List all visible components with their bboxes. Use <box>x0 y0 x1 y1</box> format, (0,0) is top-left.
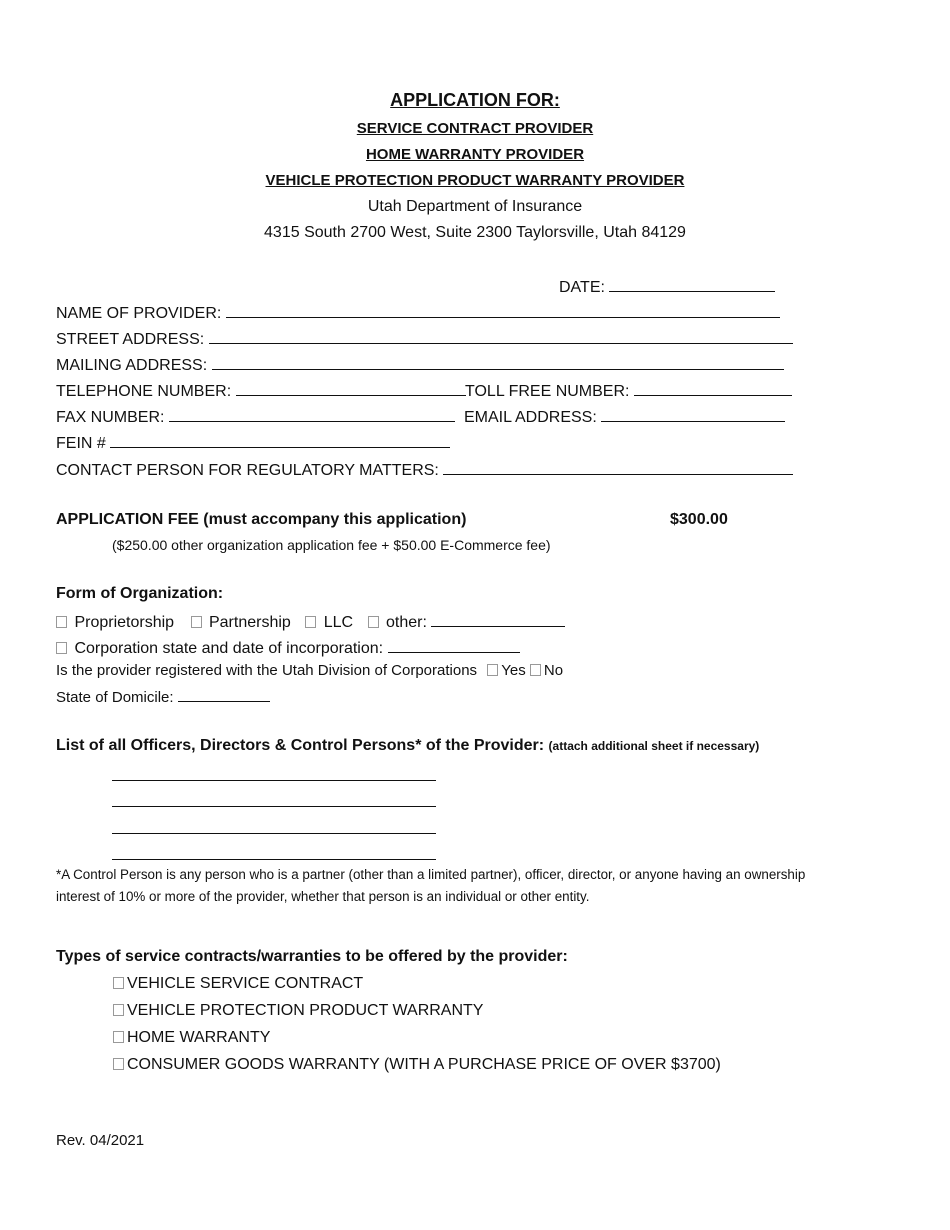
street-address-field[interactable] <box>209 328 793 344</box>
telephone-row <box>56 380 466 401</box>
officer-line-2[interactable] <box>112 791 436 807</box>
registration-row <box>56 662 563 679</box>
llc-checkbox[interactable] <box>305 616 316 628</box>
type-vehicle-protection-warranty <box>113 1002 483 1020</box>
department-address: 4315 South 2700 West, Suite 2300 Taylorsville, Utah 84129 <box>264 224 686 241</box>
mailing-address-label: MAILING ADDRESS: <box>56 357 208 374</box>
form-title: APPLICATION FOR: <box>390 90 560 110</box>
partnership-label: Partnership <box>208 614 291 631</box>
fein-field[interactable] <box>110 432 450 448</box>
corporation-label: Corporation state and date of incorporation: <box>74 640 384 657</box>
name-of-provider-row <box>56 302 780 323</box>
contact-person-label: CONTACT PERSON FOR REGULATORY MATTERS: <box>56 462 439 479</box>
registered-no-label: No <box>543 662 564 679</box>
incorporation-field[interactable] <box>388 637 520 653</box>
type-consumer-goods-warranty <box>113 1056 721 1074</box>
telephone-label: TELEPHONE NUMBER: <box>56 383 232 400</box>
consumer-goods-warranty-checkbox[interactable] <box>113 1058 124 1070</box>
date-row <box>559 276 775 297</box>
fein-row <box>56 432 450 453</box>
header-line-service-contract: SERVICE CONTRACT PROVIDER <box>356 120 594 137</box>
officer-line-4[interactable] <box>112 844 436 860</box>
name-of-provider-label: NAME OF PROVIDER: <box>56 305 222 322</box>
control-person-footnote-line-2: interest of 10% or more of the provider, whether that person is an individual or other entity. <box>56 889 590 904</box>
other-label: other: <box>385 614 427 631</box>
corporation-row <box>56 637 520 658</box>
fax-row <box>56 406 455 427</box>
corporation-checkbox[interactable] <box>56 642 67 654</box>
llc-label: LLC <box>323 614 354 631</box>
form-of-organization-heading: Form of Organization: <box>56 585 224 602</box>
type-label: HOME WARRANTY <box>127 1029 271 1046</box>
officers-heading-note: (attach additional sheet if necessary) <box>548 739 760 753</box>
registered-yes-label: Yes <box>501 662 526 679</box>
type-label: VEHICLE PROTECTION PRODUCT WARRANTY <box>127 1002 484 1019</box>
officer-line-1[interactable] <box>112 765 436 781</box>
fax-label: FAX NUMBER: <box>56 409 165 426</box>
application-fee-label: APPLICATION FEE (must accompany this application) <box>56 511 467 528</box>
other-checkbox[interactable] <box>368 616 379 628</box>
type-label: VEHICLE SERVICE CONTRACT <box>127 975 364 992</box>
fax-field[interactable] <box>169 406 455 422</box>
toll-free-field[interactable] <box>634 380 792 396</box>
street-address-row <box>56 328 793 349</box>
officers-heading: List of all Officers, Directors & Control Persons* of the Provider: <box>56 737 545 754</box>
control-person-footnote-line-1: *A Control Person is any person who is a partner (other than a limited partner), officer, director, or anyone having an ownership <box>56 867 806 882</box>
registered-no-checkbox[interactable] <box>530 664 541 676</box>
application-fee-amount: $300.00 <box>670 511 728 528</box>
date-label: DATE: <box>559 279 605 296</box>
application-fee-note: ($250.00 other organization application fee + $50.00 E-Commerce fee) <box>112 537 551 553</box>
registered-yes-checkbox[interactable] <box>487 664 498 676</box>
state-of-domicile-label: State of Domicile: <box>56 689 174 706</box>
header-line-vehicle-protection: VEHICLE PROTECTION PRODUCT WARRANTY PROVIDER <box>265 172 685 189</box>
toll-free-label: TOLL FREE NUMBER: <box>465 383 630 400</box>
vehicle-protection-warranty-checkbox[interactable] <box>113 1004 124 1016</box>
contact-person-field[interactable] <box>443 459 793 475</box>
toll-free-row <box>465 380 792 401</box>
department-name: Utah Department of Insurance <box>367 198 583 215</box>
email-field[interactable] <box>601 406 785 422</box>
mailing-address-row <box>56 354 784 375</box>
proprietorship-checkbox[interactable] <box>56 616 67 628</box>
date-field[interactable] <box>609 276 775 292</box>
state-of-domicile-row <box>56 686 270 706</box>
email-row <box>464 406 785 427</box>
telephone-field[interactable] <box>236 380 466 396</box>
other-field[interactable] <box>431 611 565 627</box>
contact-person-row <box>56 459 793 480</box>
officer-line-3[interactable] <box>112 818 436 834</box>
home-warranty-checkbox[interactable] <box>113 1031 124 1043</box>
organization-options-row <box>56 611 565 632</box>
state-of-domicile-field[interactable] <box>178 686 270 702</box>
type-vehicle-service-contract <box>113 975 363 993</box>
header-line-home-warranty: HOME WARRANTY PROVIDER <box>365 146 585 163</box>
email-label: EMAIL ADDRESS: <box>464 409 597 426</box>
type-label: CONSUMER GOODS WARRANTY (WITH A PURCHASE PRICE OF OVER $3700) <box>127 1056 721 1073</box>
vehicle-service-contract-checkbox[interactable] <box>113 977 124 989</box>
officers-heading-row <box>56 737 759 755</box>
street-address-label: STREET ADDRESS: <box>56 331 205 348</box>
name-of-provider-field[interactable] <box>226 302 780 318</box>
fein-label: FEIN # <box>56 435 106 452</box>
revision-date: Rev. 04/2021 <box>56 1132 145 1149</box>
proprietorship-label: Proprietorship <box>74 614 175 631</box>
registration-question: Is the provider registered with the Utah Division of Corporations <box>56 662 478 679</box>
partnership-checkbox[interactable] <box>191 616 202 628</box>
contract-types-heading: Types of service contracts/warranties to be offered by the provider: <box>56 948 568 965</box>
type-home-warranty <box>113 1029 270 1047</box>
mailing-address-field[interactable] <box>212 354 784 370</box>
